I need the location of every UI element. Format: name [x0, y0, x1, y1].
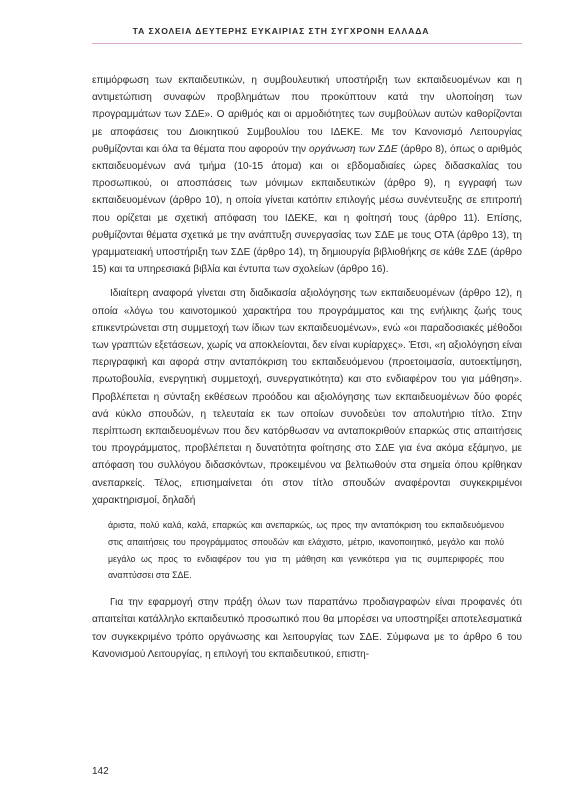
- running-header-title: ΤΑ ΣΧΟΛΕΙΑ ΔΕΥΤΕΡΗΣ ΕΥΚΑΙΡΙΑΣ ΣΤΗ ΣΥΓΧΡΟΝΗ ΕΛΛΑΔΑ: [132, 26, 430, 36]
- paragraph-text: επιμόρφωση των εκπαιδευτικών, η συμβουλευτική υποστήριξη των εκπαιδευομένων και η αντιμετώπιση συναφών προβλημάτων που προκύπτουν κατά την υλοποίηση των προγραμμάτων των ΣΔΕ». Ο αριθμός και οι αρμοδιότητες των συμβούλων αυτών καθορίζονται με αποφάσεις του Διοικητικού Συμβουλίου του ΙΔΕΚΕ. Με τον Κανονισμό Λειτουργίας ρυθμίζονται και όλα τα θέματα που αφορούν την: [92, 75, 522, 155]
- emphasized-text: οργάνωση των ΣΔΕ: [309, 143, 398, 155]
- page-body: [92, 72, 522, 663]
- header-rule: [92, 43, 522, 44]
- paragraph-evaluation: Ιδιαίτερη αναφορά γίνεται στη διαδικασία αξιολόγησης των εκπαιδευομένων (άρθρο 12), η οποία «λόγω του καινοτομικού χαρακτήρα του προγράμματος και της ενήλικης ζωής τους επικεντρώνεται στη συμμετοχή των ίδιων των εκπαιδευομένων», ενώ «οι παραδοσιακές μέθοδοι των γραπτών εξετάσεων, χωρίς να αποκλείονται, δεν είναι κυρίαρχες». Έτσι, «η αξιολόγηση είναι περιγραφική και αφορά στην ανταπόκριση του εκπαιδευόμενου (προετοιμασία, αυτοεκτίμηση, πρωτοβουλία, ενεργητική συμμετοχή, συνεργατικότητα) και στο ενδιαφέρον του για μάθηση». Προβλέπεται η σύνταξη εκθέσεων προόδου και αξιολόγησης των εκπαιδευομένων δύο φορές ανά κύκλο σπουδών, η τελευταία εκ των οποίων συνοδεύει τον απολυτήριο τίτλο. Στην περίπτωση εκπαιδευομένων που δεν κατόρθωσαν να ανταποκριθούν επαρκώς στις απαιτήσεις του προγράμματος, προβλέπεται η δυνατότητα φοίτησης στο ΣΔΕ για ένα ακόμα εξάμηνο, με απόφαση του συλλόγου διδασκόντων, προκειμένου να βελτιωθούν στα σημεία όπου κρίθηκαν ανεπαρκείς. Τέλος, επισημαίνεται ότι στον τίτλο σπουδών αναφέρονται συγκεκριμένοι χαρακτηρισμοί, δηλαδή: [92, 288, 522, 506]
- page-number: 142: [92, 766, 109, 777]
- paragraph-staff: Για την εφαρμογή στην πράξη όλων των παραπάνω προδιαγραφών είναι προφανές ότι απαιτείται κατάλληλο εκπαιδευτικό προσωπικό που θα μπορέσει να υποστηρίξει αποτελεσματικά τον συγκεκριμένο τρόπο οργάνωσης και λειτουργίας των ΣΔΕ. Σύμφωνα με το άρθρο 6 του Κανονισμού Λειτουργίας, η επιλογή του εκπαιδευτικού, επιστη-: [92, 597, 522, 660]
- paragraph-continuation: [92, 72, 522, 278]
- block-quote: άριστα, πολύ καλά, καλά, επαρκώς και ανεπαρκώς, ως προς την ανταπόκριση του εκπαιδευόμενου στις απαιτήσεις του προγράμματος σπουδών και ελάχιστο, μέτριο, ικανοποιητικό, μεγάλο και πολύ μεγάλο ως προς το ενδιαφέρον του για τη μάθηση και γενικότερα για τις συμπεριφορές που αναπτύσσει στα ΣΔΕ.: [108, 520, 504, 581]
- paragraph-text: (άρθρο 8), όπως ο αριθμός εκπαιδευομένων ανά τμήμα (10-15 άτομα) και οι εβδομαδιαίες ώρες διδασκαλίας του προσωπικού, οι αποσπάσεις των μόνιμων εκπαιδευτικών (άρθρο 9), η εγγραφή των εκπαιδευομένων (άρθρο 10), η οποία γίνεται κατόπιν επιλογής μέσω συνέντευξης σε επιτροπή που ορίζεται με σχετική απόφαση του ΙΔΕΚΕ, και η φοίτησή τους (άρθρο 11). Επίσης, ρυθμίζονται θέματα σχετικά με την ανάπτυξη συνεργασίας των ΣΔΕ με τους ΟΤΑ (άρθρο 13), τη γραμματειακή υποστήριξη των ΣΔΕ (άρθρο 14), τη δημιουργία βιβλιοθήκης σε κάθε ΣΔΕ (άρθρο 15) και τα υπηρεσιακά βιβλία και έντυπα των σχολείων (άρθρο 16).: [92, 143, 522, 276]
- running-header: [0, 0, 562, 45]
